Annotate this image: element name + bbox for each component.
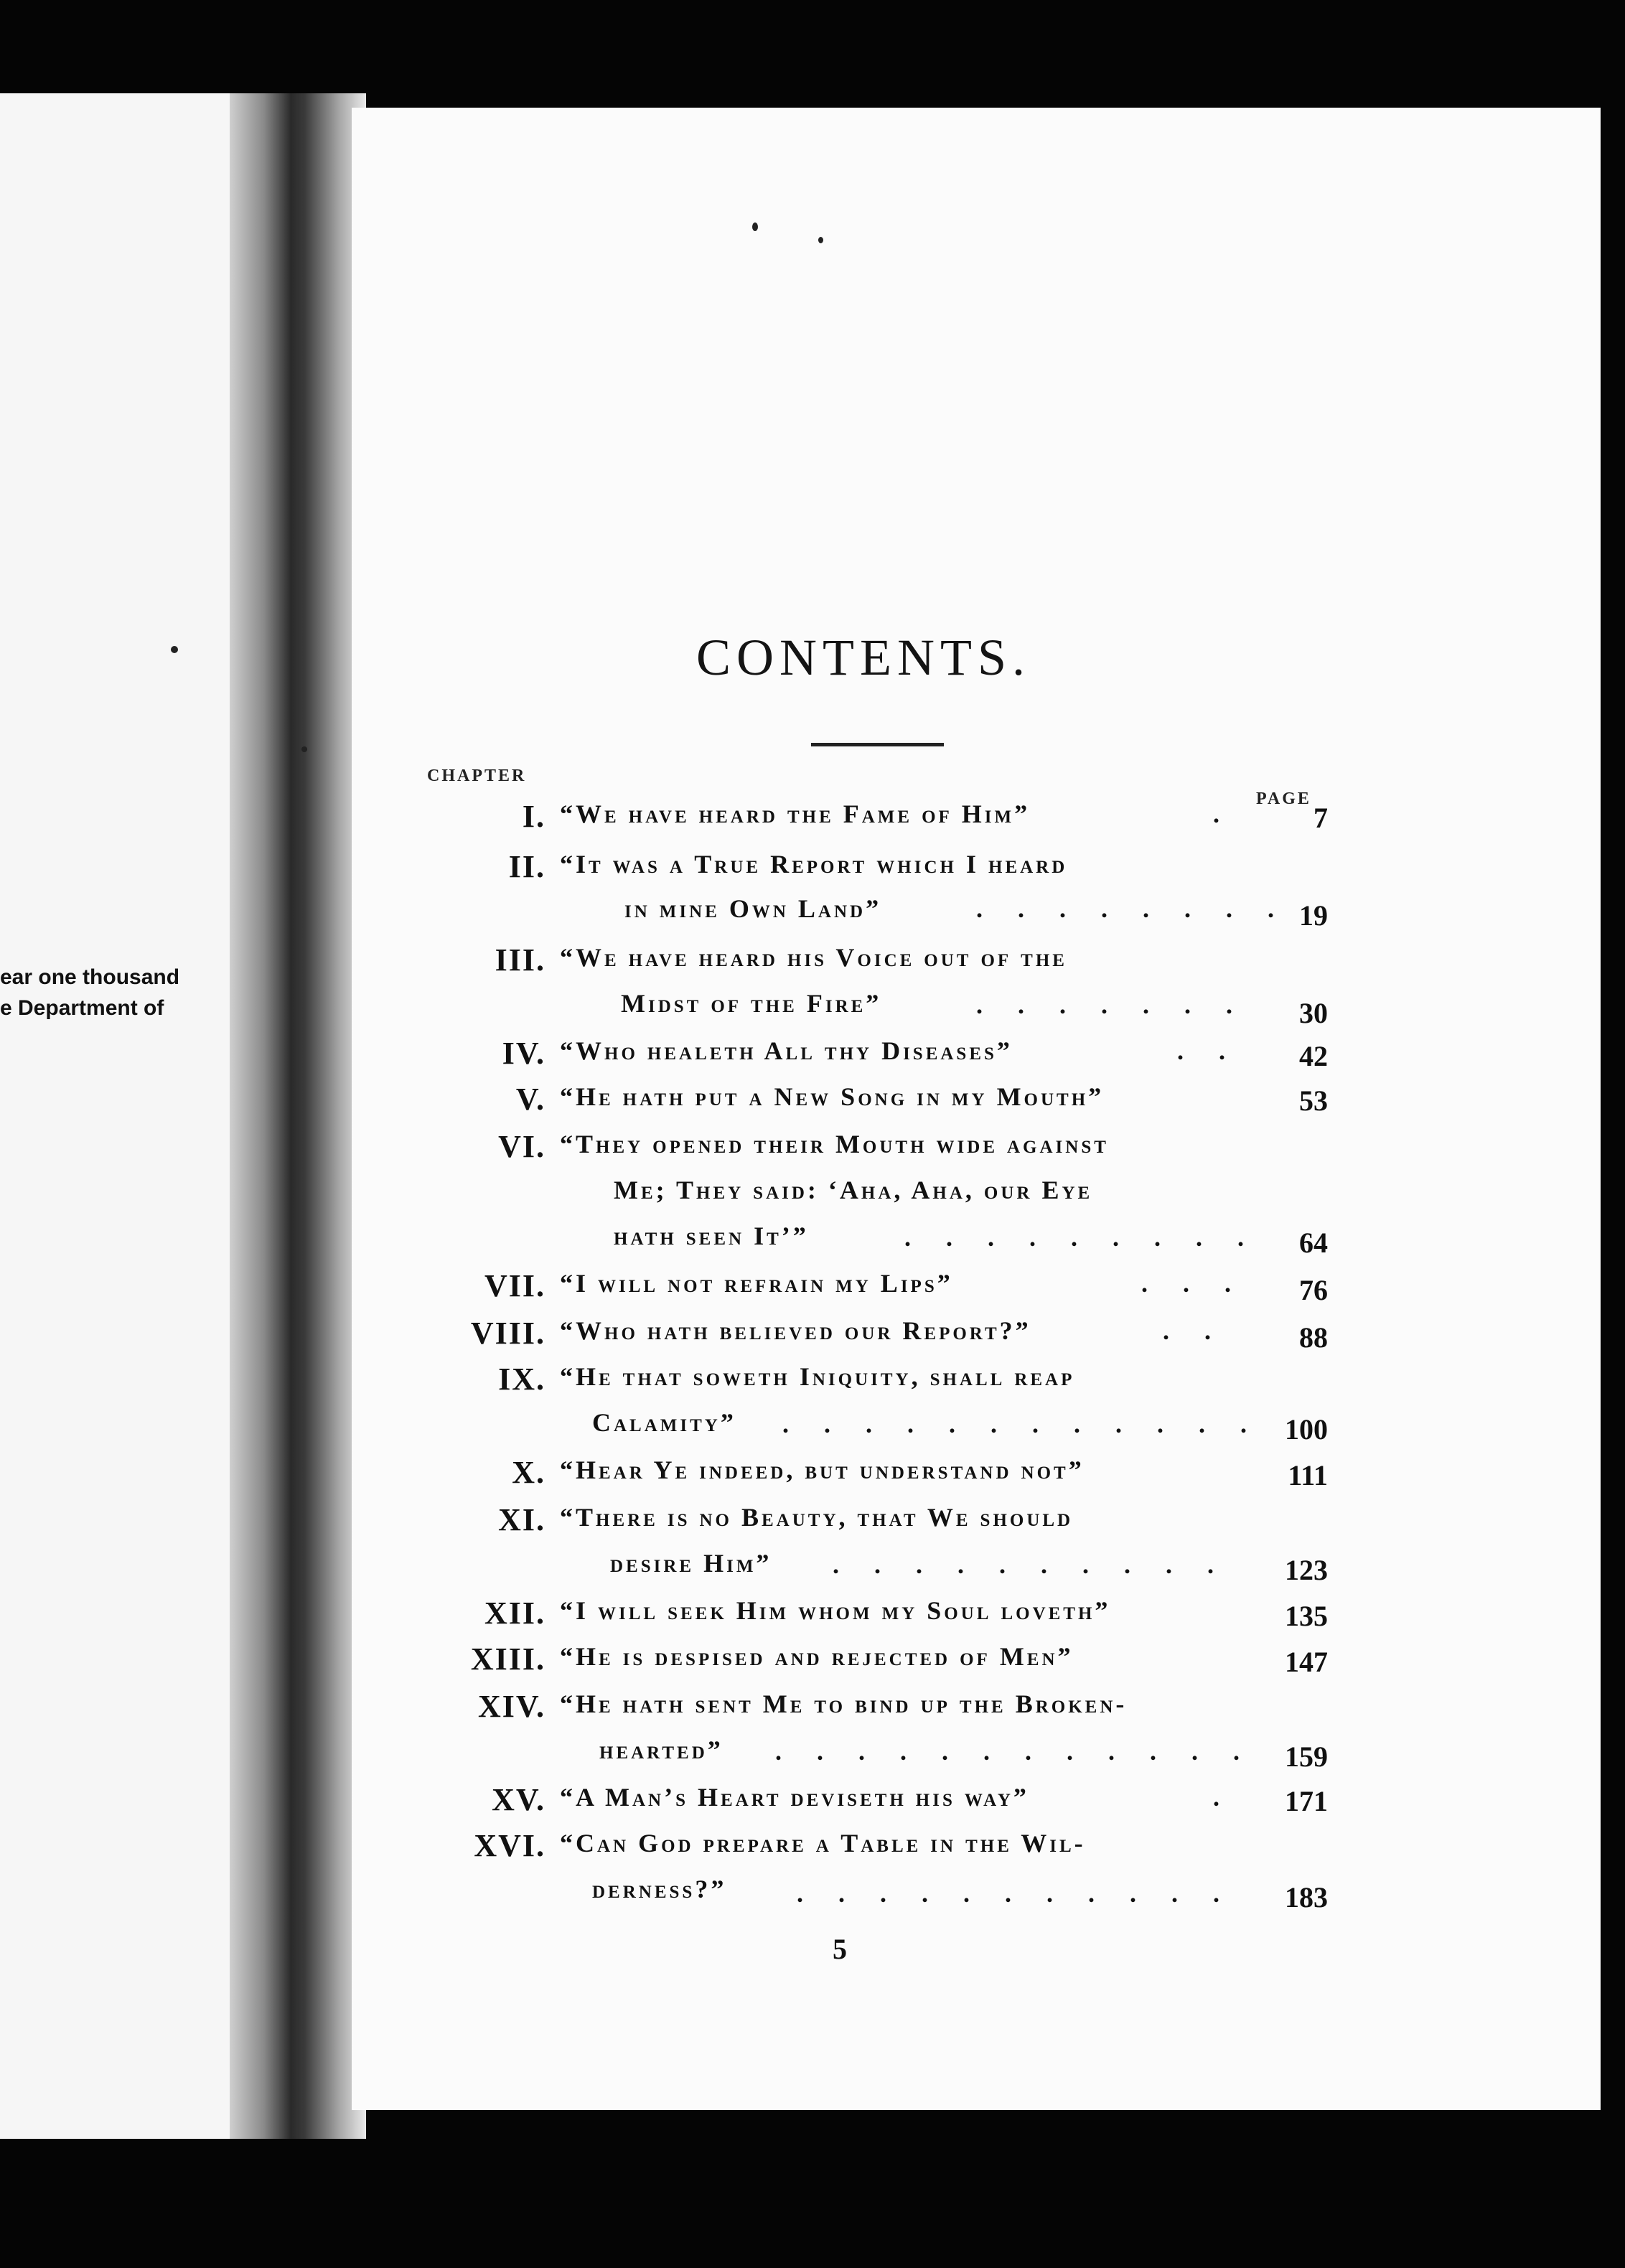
left-page-line-2: e Department of xyxy=(0,996,164,1020)
chapter-page: 159 xyxy=(1285,1740,1328,1773)
chapter-page: 76 xyxy=(1299,1274,1328,1306)
chapter-page: 64 xyxy=(1299,1227,1328,1259)
chapter-title: “I will not refrain my Lips” xyxy=(560,1269,953,1298)
chapter-title: “I will seek Him whom my Soul loveth” xyxy=(560,1596,1111,1625)
chapter-title: “Hear Ye indeed, but understand not” xyxy=(560,1456,1085,1484)
chapter-numeral: XVI. xyxy=(474,1828,545,1863)
chapter-numeral: XII. xyxy=(484,1595,545,1631)
chapter-title: “They opened their Mouth wide against xyxy=(560,1130,1109,1158)
chapter-title: “We have heard the Fame of Him” xyxy=(560,800,1031,828)
chapter-title-continued: derness?” xyxy=(592,1875,727,1903)
title-rule xyxy=(811,743,944,746)
ink-speck xyxy=(752,222,758,231)
dot-leader: . . xyxy=(1177,1036,1240,1065)
chapter-page: 53 xyxy=(1299,1084,1328,1117)
chapter-title-continued: hath seen It’” xyxy=(614,1222,809,1250)
page-number: 5 xyxy=(833,1933,847,1965)
chapter-title: “A Man’s Heart deviseth his way” xyxy=(560,1783,1029,1812)
left-page-line-1: ear one thousand xyxy=(0,965,180,989)
chapter-title: “Can God prepare a Table in the Wil- xyxy=(560,1829,1086,1857)
chapter-numeral: IX. xyxy=(498,1362,545,1397)
left-facing-page xyxy=(0,93,237,2139)
chapter-page: 111 xyxy=(1288,1459,1328,1491)
table-of-contents xyxy=(402,797,1328,1959)
ink-speck xyxy=(818,237,823,243)
chapter-page: 135 xyxy=(1285,1600,1328,1632)
ink-speck xyxy=(171,646,178,653)
chapter-numeral: I. xyxy=(522,799,545,834)
chapter-numeral: VIII. xyxy=(470,1316,545,1351)
chapter-numeral: III. xyxy=(495,942,545,978)
chapter-page: 123 xyxy=(1285,1554,1328,1586)
chapter-title: “Who healeth All thy Diseases” xyxy=(560,1036,1013,1065)
dot-leader: . . . . . . . . xyxy=(976,894,1288,923)
chapter-title: “He hath put a New Song in my Mouth” xyxy=(560,1082,1105,1111)
chapter-numeral: II. xyxy=(508,849,545,884)
chapter-title: “There is no Beauty, that We should xyxy=(560,1503,1074,1532)
dot-leader: . . . . . . . . . . . xyxy=(797,1879,1234,1908)
dot-leader: . . xyxy=(1163,1316,1225,1345)
chapter-title: “It was a True Report which I heard xyxy=(560,850,1068,878)
dot-leader: . xyxy=(1213,800,1234,828)
chapter-numeral: IV. xyxy=(502,1036,545,1071)
chapter-title: “Who hath believed our Report?” xyxy=(560,1316,1031,1345)
chapter-page: 147 xyxy=(1285,1646,1328,1678)
chapter-numeral: VI. xyxy=(498,1129,545,1164)
chapter-page: 88 xyxy=(1299,1321,1328,1354)
chapter-numeral: X. xyxy=(512,1455,545,1490)
chapter-title: “He that soweth Iniquity, shall reap xyxy=(560,1362,1075,1391)
page-column-label: PAGE xyxy=(1256,789,1311,808)
chapter-page: 19 xyxy=(1299,899,1328,932)
chapter-page: 183 xyxy=(1285,1881,1328,1913)
chapter-page: 42 xyxy=(1299,1040,1328,1072)
chapter-numeral: V. xyxy=(515,1082,545,1117)
chapter-page: 100 xyxy=(1285,1413,1328,1445)
chapter-title-continued: desire Him” xyxy=(610,1549,772,1578)
chapter-title: “He hath sent Me to bind up the Broken- xyxy=(560,1690,1128,1718)
chapter-column-label: CHAPTER xyxy=(427,767,527,785)
chapter-title: “We have heard his Voice out of the xyxy=(560,943,1067,972)
chapter-page: 7 xyxy=(1313,802,1328,834)
chapter-title-continued: Me; They said: ‘Aha, Aha, our Eye xyxy=(614,1176,1093,1204)
chapter-page: 30 xyxy=(1299,997,1328,1029)
dot-leader: . xyxy=(1213,1783,1234,1812)
dot-leader: . . . xyxy=(1141,1269,1245,1298)
chapter-numeral: XI. xyxy=(498,1502,545,1537)
page-title: CONTENTS. xyxy=(696,629,1031,686)
chapter-numeral: XV. xyxy=(492,1782,545,1817)
dot-leader: . . . . . . . . . . xyxy=(833,1550,1228,1579)
dot-leader: . . . . . . . xyxy=(976,990,1247,1019)
chapter-numeral: XIII. xyxy=(470,1641,545,1677)
chapter-title: “He is despised and rejected of Men” xyxy=(560,1642,1074,1671)
chapter-title-continued: hearted” xyxy=(599,1735,723,1764)
ink-speck xyxy=(301,746,307,752)
dot-leader: . . . . . . . . . xyxy=(904,1223,1258,1252)
dot-leader: . . . . . . . . . . . . xyxy=(782,1410,1261,1438)
chapter-title-continued: Calamity” xyxy=(592,1408,736,1437)
chapter-numeral: VII. xyxy=(484,1268,545,1303)
book-gutter xyxy=(230,93,366,2139)
chapter-title-continued: in mine Own Land” xyxy=(624,894,882,923)
dot-leader: . . . . . . . . . . . . xyxy=(775,1737,1254,1766)
chapter-numeral: XIV. xyxy=(477,1689,545,1724)
chapter-title-continued: Midst of the Fire” xyxy=(621,989,882,1018)
chapter-page: 171 xyxy=(1285,1785,1328,1817)
